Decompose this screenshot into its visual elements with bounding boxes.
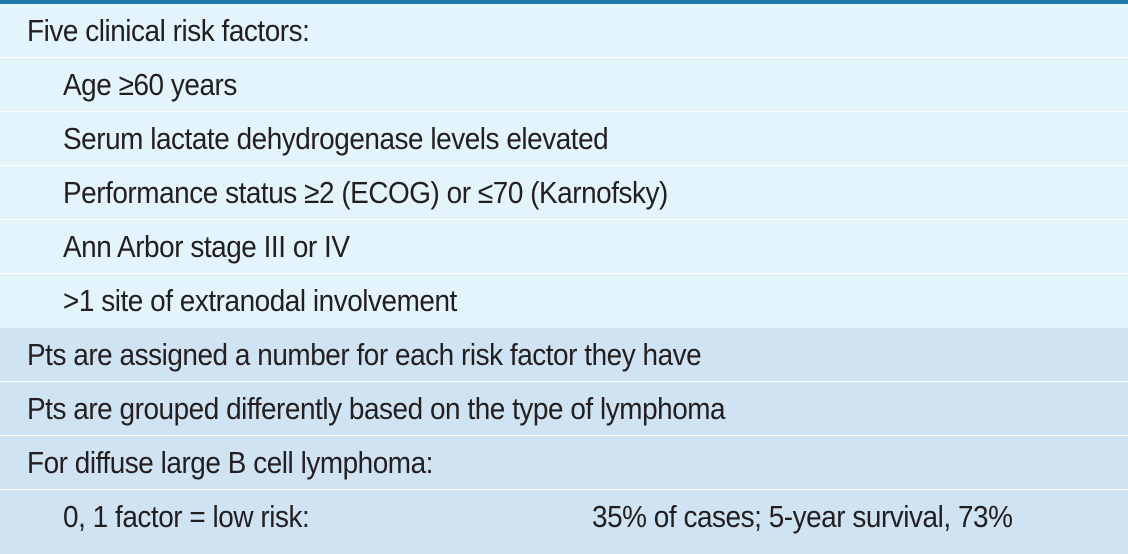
risk-factor-item bbox=[0, 112, 1128, 166]
risk-factor-item bbox=[0, 58, 1128, 112]
risk-factors-heading: Five clinical risk factors: bbox=[27, 13, 310, 48]
risk-factor-item bbox=[0, 166, 1128, 220]
risk-factor-age: Age ≥60 years bbox=[63, 67, 237, 102]
risk-group-row bbox=[0, 490, 1128, 544]
risk-group-outcome: 35% of cases; 5-year survival, 73% bbox=[592, 499, 1013, 534]
risk-factor-extranodal: >1 site of extranodal involvement bbox=[63, 283, 457, 318]
risk-group-label: 0, 1 factor = low risk: bbox=[63, 499, 310, 534]
risk-factor-ldh: Serum lactate dehydrogenase levels elevated bbox=[63, 121, 609, 156]
scoring-grouping-text: Pts are grouped differently based on the type of lymphoma bbox=[27, 391, 726, 426]
risk-factor-item bbox=[0, 220, 1128, 274]
risk-factor-item bbox=[0, 274, 1128, 328]
scoring-line bbox=[0, 328, 1128, 382]
risk-factor-stage: Ann Arbor stage III or IV bbox=[63, 229, 350, 264]
scoring-assignment-text: Pts are assigned a number for each risk factor they have bbox=[27, 337, 702, 372]
risk-factors-panel bbox=[0, 4, 1128, 328]
scoring-line bbox=[0, 382, 1128, 436]
scoring-panel bbox=[0, 328, 1128, 554]
risk-factors-heading-row bbox=[0, 4, 1128, 58]
scoring-line bbox=[0, 436, 1128, 490]
dlbcl-heading: For diffuse large B cell lymphoma: bbox=[27, 445, 433, 480]
risk-factor-performance-status: Performance status ≥2 (ECOG) or ≤70 (Karnofsky) bbox=[63, 175, 668, 210]
